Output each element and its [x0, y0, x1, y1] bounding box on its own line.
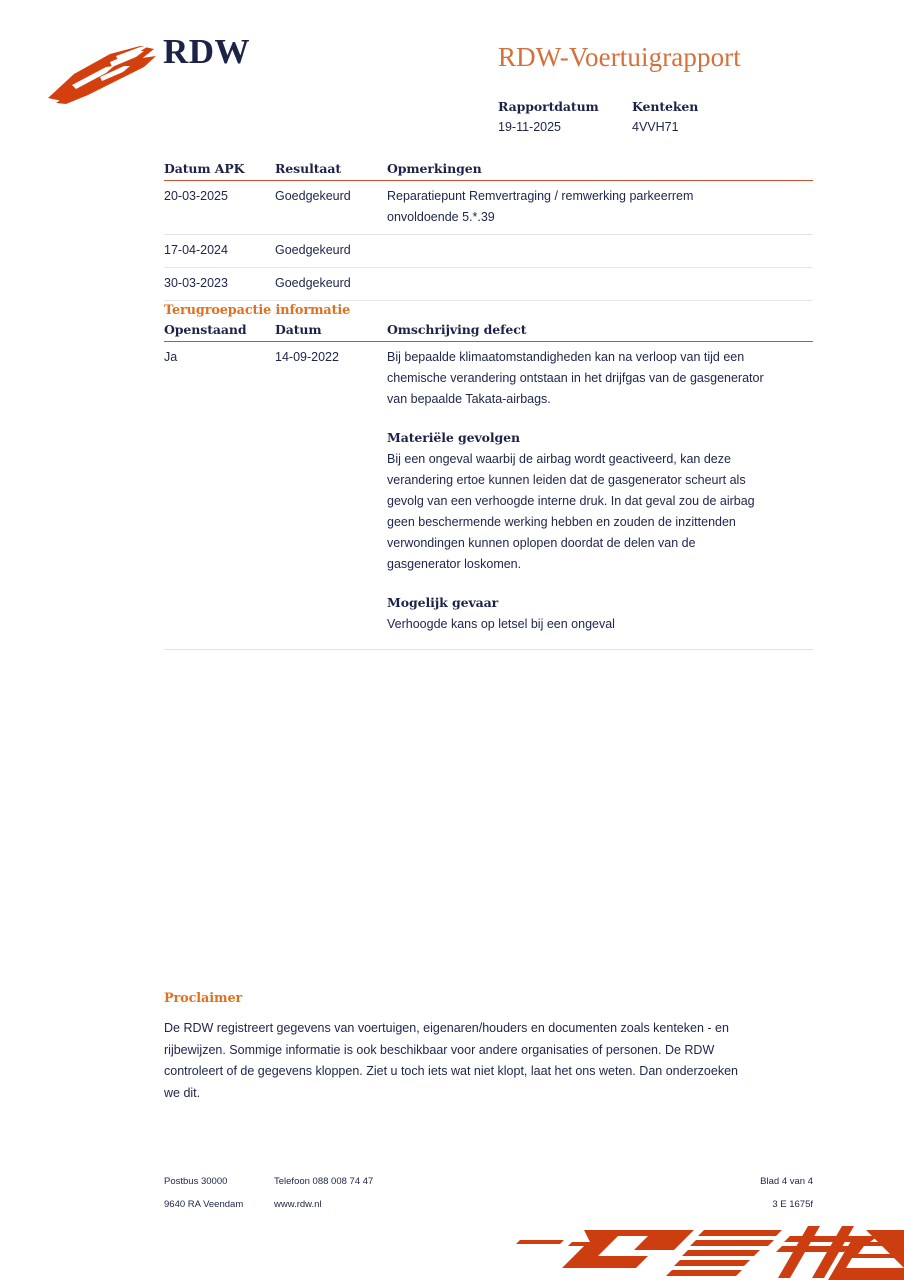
page-title: RDW-Voertuigrapport	[498, 42, 741, 72]
recall-header-openstaand: Openstaand	[164, 322, 247, 337]
footer-website[interactable]: www.rdw.nl	[274, 1199, 322, 1210]
footer-form-code: 3 E 1675f	[772, 1199, 813, 1210]
proclaimer-body	[164, 1018, 804, 1104]
footer-row	[164, 1193, 813, 1216]
recall-table-closing-divider	[164, 649, 813, 650]
footer-row	[164, 1170, 813, 1193]
apk-cell-datum: 20-03-2025	[164, 189, 228, 203]
defect-line: van bepaalde Takata-airbags.	[387, 392, 551, 406]
meta-value-kenteken: 4VVH71	[632, 120, 679, 134]
recall-cell-omschrijving	[387, 347, 813, 635]
mogelijk-gevaar-title: Mogelijk gevaar	[387, 595, 499, 610]
materiele-gevolgen-line: verandering ertoe kunnen leiden dat de gasgenerator scheurt als	[387, 473, 746, 487]
rdw-speed-stripes-graphic	[498, 1216, 904, 1280]
meta-value-rapportdatum: 19-11-2025	[498, 120, 562, 134]
recall-cell-datum: 14-09-2022	[275, 350, 339, 364]
recall-cell-openstaand: Ja	[164, 350, 178, 364]
meta-label-rapportdatum-col	[498, 97, 632, 137]
table-row	[164, 235, 813, 268]
materiele-gevolgen-title: Materiële gevolgen	[387, 430, 521, 445]
page-footer	[164, 1170, 813, 1216]
apk-table-header-row	[164, 161, 813, 181]
apk-cell-resultaat: Goedgekeurd	[275, 189, 351, 203]
meta-label-kenteken: Kenteken	[632, 99, 699, 114]
meta-label-rapportdatum: Rapportdatum	[498, 99, 599, 114]
apk-cell-resultaat: Goedgekeurd	[275, 243, 351, 257]
rdw-logo	[44, 34, 344, 114]
footer-address-line1: Postbus 30000	[164, 1176, 228, 1187]
footer-phone: Telefoon 088 008 74 47	[274, 1176, 374, 1187]
footer-address-line2: 9640 RA Veendam	[164, 1199, 244, 1210]
apk-header-resultaat: Resultaat	[275, 161, 342, 176]
footer-page-number: Blad 4 van 4	[760, 1176, 813, 1187]
recall-section-title: Terugroepactie informatie	[164, 303, 351, 318]
meta-label-kenteken-col	[632, 97, 766, 137]
apk-cell-opmerkingen	[387, 240, 813, 261]
recall-header-omschrijving: Omschrijving defect	[387, 322, 527, 337]
apk-cell-datum: 30-03-2023	[164, 276, 228, 290]
defect-line: chemische verandering ontstaan in het drijfgas van de gasgenerator	[387, 371, 764, 385]
materiele-gevolgen-line: gevolg van een verhoogde interne druk. In dat geval zou de airbag	[387, 494, 755, 508]
rdw-feather-icon	[44, 40, 164, 108]
recall-table	[164, 322, 813, 650]
apk-table	[164, 161, 813, 301]
defect-line: Bij bepaalde klimaatomstandigheden kan na verloop van tijd een	[387, 350, 745, 364]
mogelijk-gevaar-text: Verhoogde kans op letsel bij een ongeval	[387, 617, 615, 631]
materiele-gevolgen-line: verwondingen kunnen oplopen doordat de delen van de	[387, 536, 696, 550]
recall-header-datum: Datum	[275, 322, 322, 337]
table-row	[164, 181, 813, 235]
apk-remark-line: onvoldoende 5.*.39	[387, 210, 495, 224]
apk-cell-opmerkingen	[387, 186, 813, 228]
apk-cell-opmerkingen	[387, 273, 813, 294]
proclaimer-line: De RDW registreert gegevens van voertuigen, eigenaren/houders en documenten zoals kenteken - en	[164, 1021, 729, 1035]
proclaimer-line: rijbewijzen. Sommige informatie is ook beschikbaar voor andere organisaties of personen. De RDW	[164, 1042, 715, 1057]
apk-cell-resultaat: Goedgekeurd	[275, 276, 351, 290]
apk-remark-line: Reparatiepunt Remvertraging / remwerking parkeerrem	[387, 189, 694, 203]
proclaimer-line: we dit.	[164, 1085, 201, 1100]
proclaimer-title: Proclaimer	[164, 991, 243, 1006]
proclaimer-line: controleert of de gegevens kloppen. Ziet u toch iets wat niet klopt, laat het ons weten. Dan onderzoeken	[164, 1064, 738, 1078]
recall-table-header-row	[164, 322, 813, 342]
materiele-gevolgen-line: geen beschermende werking hebben en zouden de inzittenden	[387, 515, 736, 529]
materiele-gevolgen-line: Bij een ongeval waarbij de airbag wordt geactiveerd, kan deze	[387, 452, 731, 466]
table-row	[164, 268, 813, 301]
table-row	[164, 342, 813, 641]
rdw-wordmark: RDW	[163, 32, 251, 71]
report-meta-labels	[498, 97, 828, 137]
materiele-gevolgen-line: gasgenerator loskomen.	[387, 557, 522, 571]
report-meta	[498, 97, 828, 137]
apk-cell-datum: 17-04-2024	[164, 243, 228, 257]
apk-header-datum: Datum APK	[164, 161, 245, 176]
apk-header-opmerkingen: Opmerkingen	[387, 161, 482, 176]
